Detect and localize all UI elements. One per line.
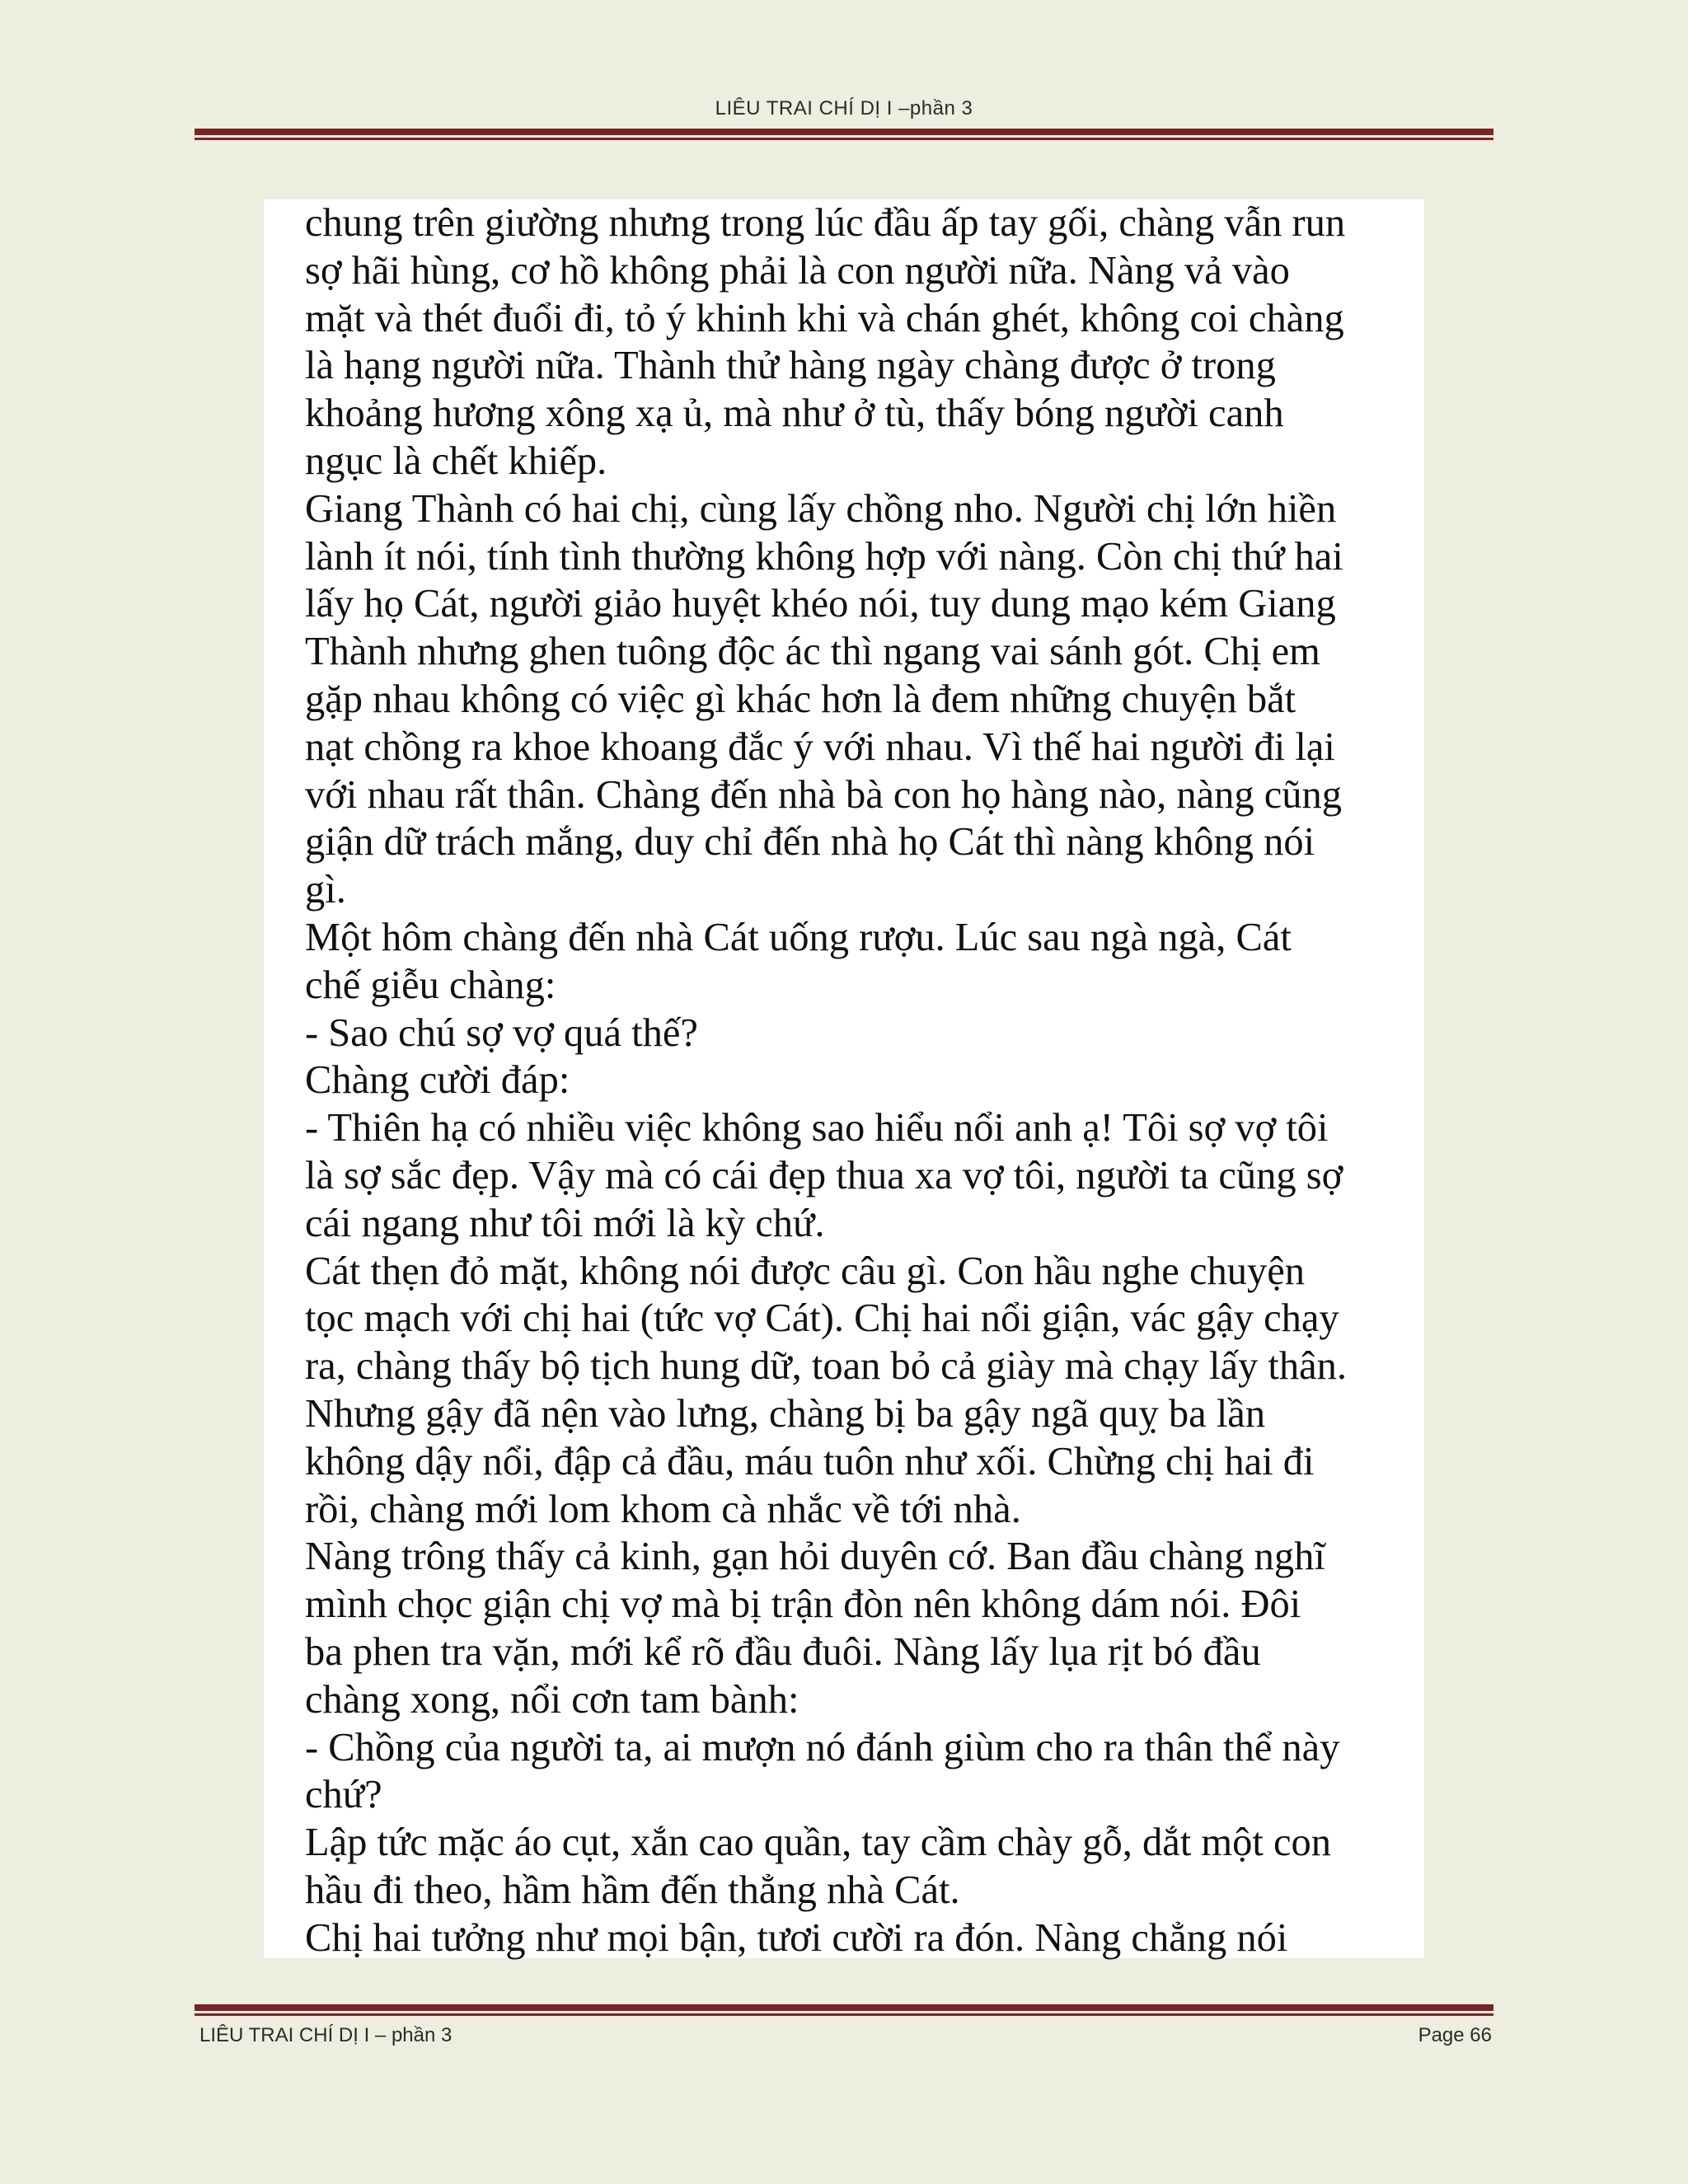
text-line: mặt và thét đuổi đi, tỏ ý khinh khi và chán ghét, không coi chàng xyxy=(305,296,1344,340)
text-line: tọc mạch với chị hai (tức vợ Cát). Chị hai nổi giận, vác gậy chạy xyxy=(305,1296,1339,1341)
text-line: chứ? xyxy=(305,1773,382,1817)
text-line: sợ hãi hùng, cơ hồ không phải là con người nữa. Nàng vả vào xyxy=(305,248,1290,293)
header-rule-thick xyxy=(195,129,1493,135)
text-line: Thành nhưng ghen tuông độc ác thì ngang vai sánh gót. Chị em xyxy=(305,630,1320,674)
header-rule xyxy=(195,129,1493,140)
body-text xyxy=(305,199,1409,1961)
text-line: chung trên giường nhưng trong lúc đầu ấp tay gối, chàng vẫn run xyxy=(305,201,1346,245)
text-line: chế giễu chàng: xyxy=(305,963,556,1007)
text-line: mình chọc giận chị vợ mà bị trận đòn nên không dám nói. Đôi xyxy=(305,1582,1301,1627)
text-line: nạt chồng ra khoe khoang đắc ý với nhau. Vì thế hai người đi lại xyxy=(305,724,1335,769)
page-footer-title: LIÊU TRAI CHÍ DỊ I – phần 3 xyxy=(199,2024,452,2046)
text-line: ngục là chết khiếp. xyxy=(305,438,607,483)
text-line: là sợ sắc đẹp. Vậy mà có cái đẹp thua xa vợ tôi, người ta cũng sợ xyxy=(305,1153,1343,1197)
text-line: ra, chàng thấy bộ tịch hung dữ, toan bỏ cả giày mà chạy lấy thân. xyxy=(305,1344,1347,1389)
text-line: - Thiên hạ có nhiều việc không sao hiểu nổi anh ạ! Tôi sợ vợ tôi xyxy=(305,1106,1329,1151)
text-line: với nhau rất thân. Chàng đến nhà bà con họ hàng nào, nàng cũng xyxy=(305,772,1343,817)
page-number: Page 66 xyxy=(1418,2024,1492,2046)
text-line: Một hôm chàng đến nhà Cát uống rượu. Lúc sau ngà ngà, Cát xyxy=(305,915,1292,959)
text-line: khoảng hương xông xạ ủ, mà như ở tù, thấy bóng người canh xyxy=(305,391,1284,436)
text-line: Chị hai tưởng như mọi bận, tươi cười ra đón. Nàng chẳng nói xyxy=(305,1915,1288,1960)
footer-rule-thick xyxy=(195,2004,1493,2011)
text-line: ba phen tra vặn, mới kể rõ đầu đuôi. Nàng lấy lụa rịt bó đầu xyxy=(305,1629,1261,1674)
text-line: Cát thẹn đỏ mặt, không nói được câu gì. Con hầu nghe chuyện xyxy=(305,1249,1305,1293)
page-header-title: LIÊU TRAI CHÍ DỊ I –phần 3 xyxy=(715,97,973,120)
text-line: Lập tức mặc áo cụt, xắn cao quần, tay cầm chày gỗ, dắt một con xyxy=(305,1821,1332,1865)
page-content-area xyxy=(264,199,1424,1958)
text-line: lành ít nói, tính tình thường không hợp với nàng. Còn chị thứ hai xyxy=(305,534,1343,579)
text-line: - Sao chú sợ vợ quá thế? xyxy=(305,1010,698,1055)
text-line: cái ngang như tôi mới là kỳ chứ. xyxy=(305,1201,825,1245)
text-line: - Chồng của người ta, ai mượn nó đánh giùm cho ra thân thể này xyxy=(305,1725,1340,1769)
text-line: gặp nhau không có việc gì khác hơn là đem những chuyện bắt xyxy=(305,677,1296,721)
text-line: không dậy nổi, đập cả đầu, máu tuôn như xối. Chừng chị hai đi xyxy=(305,1439,1315,1483)
text-line: hầu đi theo, hầm hầm đến thẳng nhà Cát. xyxy=(305,1868,960,1912)
footer-rule xyxy=(195,2004,1493,2016)
text-line: rồi, chàng mới lom khom cà nhắc về tới nhà. xyxy=(305,1487,1021,1531)
footer-rule-thin xyxy=(195,2013,1493,2016)
text-line: chàng xong, nổi cơn tam bành: xyxy=(305,1677,799,1722)
text-line: giận dữ trách mắng, duy chỉ đến nhà họ Cát thì nàng không nói xyxy=(305,820,1315,865)
text-line: là hạng người nữa. Thành thử hàng ngày chàng được ở trong xyxy=(305,344,1276,388)
text-line: Giang Thành có hai chị, cùng lấy chồng nho. Người chị lớn hiền xyxy=(305,486,1337,531)
text-line: gì. xyxy=(305,868,346,912)
text-line: lấy họ Cát, người giảo huyệt khéo nói, tuy dung mạo kém Giang xyxy=(305,582,1336,626)
text-line: Nàng trông thấy cả kinh, gạn hỏi duyên cớ. Ban đầu chàng nghĩ xyxy=(305,1535,1325,1579)
text-line: Nhưng gậy đã nện vào lưng, chàng bị ba gậy ngã quỵ ba lần xyxy=(305,1391,1266,1436)
text-line: Chàng cười đáp: xyxy=(305,1058,570,1103)
header-rule-thin xyxy=(195,138,1493,140)
